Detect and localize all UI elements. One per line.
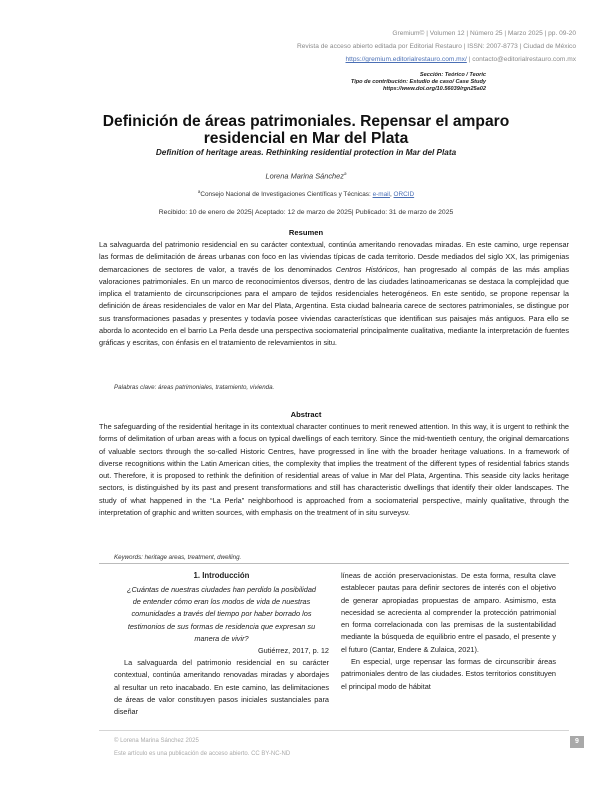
intro-left-column [114,570,329,719]
footer-license: Este artículo es una publicación de acceso abierto. CC BY-NC-ND [114,751,291,757]
article-title: Definición de áreas patrimoniales. Repensar el amparo residencial en Mar del Plata [102,113,510,147]
abstract-paragraph: The safeguarding of the residential heritage in its contextual character continues to merit renewed attention. In this way, it is urgent to rethink the forms of delimitation of urban areas with a focus on typical dwellings of each territory. Since the mid-twentieth century, the original demarcations of valuable sectors through the so-called Historic Centres, have progressed in line with the broader heritage valuations. In a framework of diverse recognitions within the Latin American cities, the complexity that implies the treatment of the different types of residential fabrics stands out. Therefore, it is proposed to rethink the definition of residential areas of value in Mar del Plata, Argentina. This seaside city lacks heritage sectors, is distinguished by its past and present transformations and still has characteristic dwellings that identify their older landscapes. The study of what happened in the “La Perla” neighborhood is approached from a sociomaterial perspective, mainly qualitative, through the interpretation of graphic and written sources, with emphasis on the treatment of in situ surveysv. [99,422,569,518]
orcid-link[interactable]: ORCID [393,191,415,199]
keywords-divider [99,563,569,564]
resumen-heading: Resumen [288,228,324,237]
publication-dates: Recibido: 10 de enero de 2025| Aceptado: 12 de marzo de 2025| Publicado: 31 de marzo de 2025 [158,209,454,216]
footer-divider [99,730,569,731]
intro-heading: 1. Introducción [193,571,250,580]
author-line [60,171,552,180]
affiliation-text: Consejo Nacional de Investigaciones Científicas y Técnicas: [200,191,373,199]
resumen-paragraph [99,239,569,350]
author-name: Lorena Marina Sánchez [265,171,344,181]
intro-paragraph-1: La salvaguarda del patrimonio residencial en su carácter contextual, continúa ameritando renovadas miradas y abordajes al resultar un reto inacabado. En este camino, las delimitaciones de áreas de valor constituyen pasos iniciales sustanciales para diseñar [114,658,329,717]
contribution-type: Tipo de contribución: Estudio de caso/ Case Study [350,79,486,85]
journal-publisher-line: Revista de acceso abierto editada por Editorial Restauro | ISSN: 2007-8773 | Ciudad de México [296,43,576,50]
doi-link[interactable]: https://www.doi.org/10.56039/rgn25a02 [383,86,486,92]
section-type: Sección: Teórico / Teoric [419,72,486,78]
article-subtitle: Definition of heritage areas. Rethinking residential protection in Mar del Plata [155,148,457,157]
resumen-text-italic: Centros Históricos [335,264,398,274]
affiliation-line [60,189,552,198]
footer-copyright: © Lorena Marina Sánchez 2025 [114,738,199,744]
journal-issue-line: Gremium© | Volumen 12 | Número 25 | Marzo 2025 | pp. 09-20 [392,30,576,37]
author-superscript: a [343,171,347,176]
intro-paragraph-2: líneas de acción preservacionistas. De esta forma, resulta clave establecer pautas para definir sectores de interés con el objetivo de generar apropiadas propuestas de amparo. Asimismo, esta necesidad se acrecienta al comprender la protección patrimonial en forma correlacionada con las premisas de la sustentabilidad mediante la búsqueda de equilibrio entre el pasado, el presente y el futuro (Cantar, Endere & Zulaica, 2021). [341,571,556,654]
resumen-text-end: , han progresado al compás de las más amplias valoraciones patrimoniales. En un marco de reconocimientos diversos, dentro de las ciudades latinoamericanas se destaca la complejidad que implica el tratamiento de circunscripciones para el amparo de tejidos residenciales heterogéneos. En este sentido, se propone repensar la definición de áreas residenciales de valor en Mar del Plata, Argentina. Esta ciudad balnearia carece de sectores patrimoniales, se distingue por sus transformaciones pasadas y presentes y todavía posee viviendas características que identifican sus paisajes más antiguos. Para ello se aborda lo acontecido en el barrio La Perla desde una perspectiva sociomaterial principalmente cualitativa, mediante la interpretación de fuentes gráficas y escritas, con énfasis en el tratamiento de relevamientos in situ. [99,264,569,348]
affiliation-superscript: a [197,189,201,194]
intro-epigraph: ¿Cuántas de nuestras ciudades han perdido la posibilidad de entender cómo eran los modos de vida de nuestras comunidades a través del tiempo por haber borrado los testimonios de sus formas de residencia que expresan su manera de vivir? [126,585,317,643]
email-link[interactable]: e-mail [372,191,390,199]
intro-paragraph-3: En especial, urge repensar las formas de circunscribir áreas patrimoniales dentro de las ciudades. Estos territorios constituyen el principal modo de hábitat [341,657,556,691]
page-number: 9 [570,736,584,748]
abstract-keywords: Keywords: heritage areas, treatment, dwelling. [114,554,242,561]
journal-contact: | contacto@editorialrestauro.com.mx [466,56,576,63]
resumen-keywords: Palabras clave: áreas patrimoniales, tratamiento, vivienda. [114,384,275,391]
intro-epigraph-citation: Gutiérrez, 2017, p. 12 [257,645,329,655]
resumen-text-start: La salvaguarda del patrimonio residencial en su carácter contextual, continúa ameritando renovadas miradas. En este camino, urge repensar las formas de delimitación de áreas urbanas con foco en las viviendas típicas de cada territorio. Desde mediados del siglo XX, las primigenias demarcaciones de sectores de valor, a través de los denominados [99,240,569,274]
journal-links-line [346,56,576,63]
abstract-heading: Abstract [290,410,322,419]
intro-right-column [341,570,556,693]
affiliation-separator: , [389,191,394,199]
journal-url-link[interactable]: https://gremium.editorialrestauro.com.mx/ [345,56,467,63]
